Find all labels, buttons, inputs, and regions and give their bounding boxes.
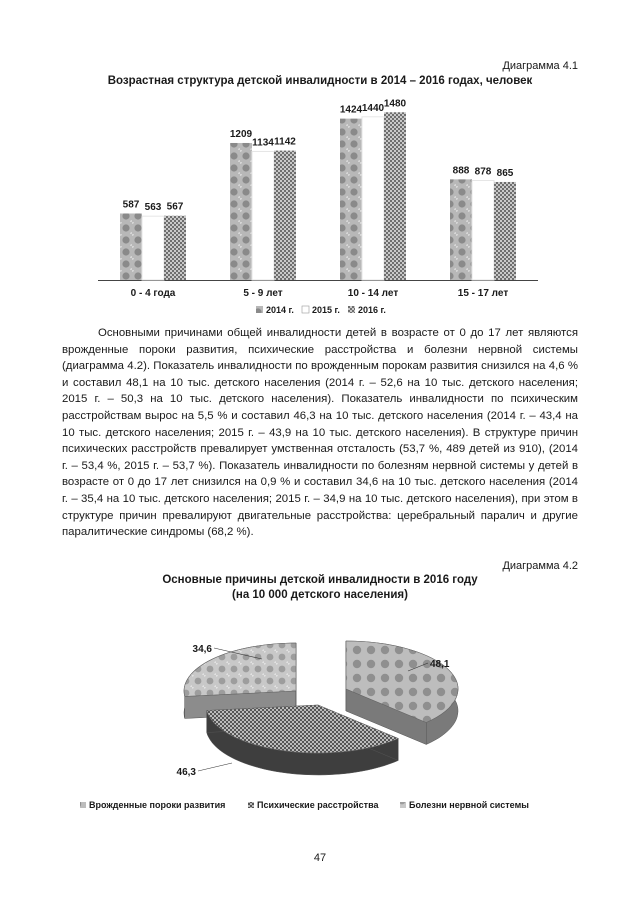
legend-label: 2015 г. [312, 305, 340, 315]
bar [362, 117, 384, 280]
leader-line [198, 763, 232, 771]
bar-value-label: 865 [496, 167, 514, 179]
legend-swatch [400, 802, 406, 808]
diagram1-caption: Диаграмма 4.1 [502, 60, 578, 72]
bar-value-label: 1209 [229, 128, 253, 140]
bar [274, 151, 296, 280]
bar [164, 216, 186, 280]
bar-value-label: 1424 [339, 104, 363, 116]
legend-swatch [302, 306, 309, 313]
legend-label: Болезни нервной системы [409, 800, 529, 810]
body-paragraph: Основными причинами общей инвалидности детей в возрасте от 0 до 17 лет являются врожденные пороки развития, психические расстройства и болезни нервной системы (диаграмма 4.2). Показатель инвалидности по врожденным порокам развития снизился на 4,6 % и составил 48,1 на 10 тыс. детского населения (2014 г. – 52,6 на 10 тыс. детского населения; 2015 г. – 50,3 на 10 тыс. детского населения). Показатель инвалидности по психическим расстройствам вырос на 5,5 % и составил 46,3 на 10 тыс. детского населения (2014 г. – 43,4 на 10 тыс. детского населения; 2015 г. – 43,9 на 10 тыс. детского населения). В структуре причин психических расстройств превалирует умственная отсталость (53,7 %, 489 детей из 910), (2014 г. – 53,4 %, 2015 г. – 53,7 %). Показатель инвалидности по болезням нервной системы у детей в возрасте от 0 до 17 лет снизился на 0,9 % и составил 34,6 на 10 тыс. детского населения (2014 г. – 35,4 на 10 тыс. детского населения; 2015 г. – 34,9 на 10 тыс. детского населения), при этом в структуре причин превалируют двигательные расстройства: церебральный паралич и другие паралитические синдромы (68,2 %). [62, 327, 578, 539]
bar [450, 179, 472, 280]
category-label: 5 - 9 лет [243, 288, 283, 299]
bar-value-label: 1480 [383, 98, 407, 110]
legend-swatch [348, 306, 355, 313]
bar [472, 180, 494, 280]
diagram1-title: Возрастная структура детской инвалидности в 2014 – 2016 годах, человек [107, 75, 533, 87]
bar [340, 119, 362, 280]
legend-swatch [248, 802, 254, 808]
bar-legend [256, 305, 386, 315]
legend-label: 2014 г. [266, 305, 294, 315]
bar [252, 151, 274, 280]
bar-value-label: 567 [166, 201, 184, 213]
legend-label: Психические расстройства [257, 800, 379, 810]
bar-chart [0, 90, 640, 340]
bar-value-label: 1134 [252, 137, 274, 149]
category-label: 15 - 17 лет [457, 288, 509, 299]
diagram2-title-line1: Основные причины детской инвалидности в 2016 году [162, 574, 478, 586]
bar-value-label: 888 [452, 165, 470, 177]
bar [384, 112, 406, 280]
bar [120, 213, 142, 280]
category-label: 0 - 4 года [130, 288, 176, 299]
legend-swatch [256, 306, 263, 313]
pie-value-label: 46,3 [176, 767, 196, 778]
bar [142, 216, 164, 280]
bar-value-label: 1440 [361, 102, 385, 114]
category-label: 10 - 14 лет [347, 288, 399, 299]
pie-chart [0, 615, 640, 815]
pie-legend [80, 800, 529, 810]
bar-value-label: 1142 [274, 136, 296, 148]
bar [494, 182, 516, 280]
legend-label: Врожденные пороки развития [89, 800, 226, 810]
bar-value-label: 563 [144, 202, 162, 214]
page-number: 47 [313, 852, 327, 864]
bar [230, 143, 252, 280]
legend-label: 2016 г. [358, 305, 386, 315]
diagram2-title-line2: (на 10 000 детского населения) [232, 589, 408, 601]
bar-value-label: 878 [474, 166, 492, 178]
pie-value-label: 34,6 [192, 644, 212, 655]
legend-swatch [80, 802, 86, 808]
pie-value-label: 48,1 [430, 659, 450, 670]
diagram2-caption: Диаграмма 4.2 [502, 560, 578, 572]
bar-value-label: 587 [122, 199, 140, 211]
